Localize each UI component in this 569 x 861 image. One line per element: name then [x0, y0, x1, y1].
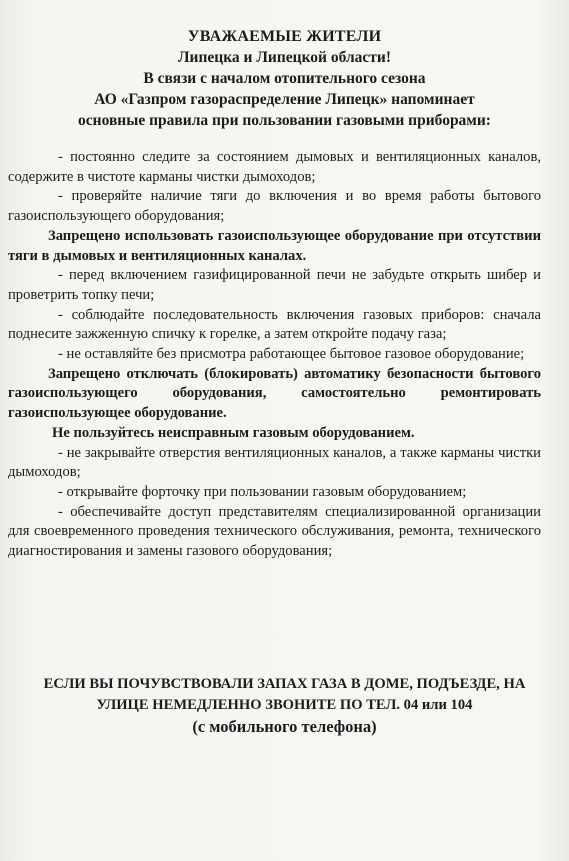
prohibition-item: Запрещено использовать газоиспользующее оборудование при отсутствии тяги в дымовых и вентиляционных каналах.	[8, 227, 541, 264]
prohibition-item: Запрещено отключать (блокировать) автоматику безопасности бытового газоиспользующего оборудования, самостоятельно ремонтировать газоиспользующее оборудование.	[8, 365, 541, 422]
rule-item: - перед включением газифицированной печи не забудьте открыть шибер и проветрить топку печи;	[8, 267, 541, 303]
rule-item: - не закрывайте отверстия вентиляционных каналов, а также карманы чистки дымоходов;	[8, 444, 541, 481]
notice-addressee: Липецка и Липецкой области!	[178, 49, 391, 66]
rule-item: - соблюдайте последовательность включения газовых приборов: сначала поднесите зажженную спичку к горелке, а затем откройте подачу газа;	[8, 306, 541, 343]
notice-subject: основные правила при пользовании газовыми приборами:	[78, 112, 491, 129]
emergency-notice	[0, 674, 569, 738]
emergency-line-2: УЛИЦЕ НЕМЕДЛЕННО ЗВОНИТЕ ПО ТЕЛ. 04 или 104	[96, 697, 473, 713]
notice-occasion: В связи с началом отопительного сезона	[143, 70, 426, 87]
rule-item: - постоянно следите за состоянием дымовых и вентиляционных каналов, содержите в чистоте карманы чистки дымоходов;	[8, 149, 541, 185]
notice-header	[0, 26, 569, 131]
rule-item: - обеспечивайте доступ представителям специализированной организации для своевременного проведения технического обслуживания, ремонта, технического диагностирования и замены газового оборудования;	[8, 503, 541, 560]
rule-item: - проверяйте наличие тяги до включения и во время работы бытового газоиспользующего оборудования;	[8, 188, 541, 225]
prohibition-item: Не пользуйтесь неисправным газовым оборудованием.	[52, 424, 415, 441]
emergency-line-1: ЕСЛИ ВЫ ПОЧУВСТВОВАЛИ ЗАПАХ ГАЗА В ДОМЕ, ПОДЪЕЗДЕ, НА	[43, 676, 526, 692]
notice-sender: АО «Газпром газораспределение Липецк» напоминает	[94, 91, 475, 108]
rules-list	[8, 148, 541, 562]
rule-item: - не оставляйте без присмотра работающее бытовое газовое оборудование;	[58, 346, 525, 363]
rule-item: - открывайте форточку при пользовании газовым оборудованием;	[58, 483, 467, 500]
emergency-line-3: (с мобильного телефона)	[192, 717, 377, 736]
notice-title: УВАЖАЕМЫЕ ЖИТЕЛИ	[187, 28, 382, 45]
